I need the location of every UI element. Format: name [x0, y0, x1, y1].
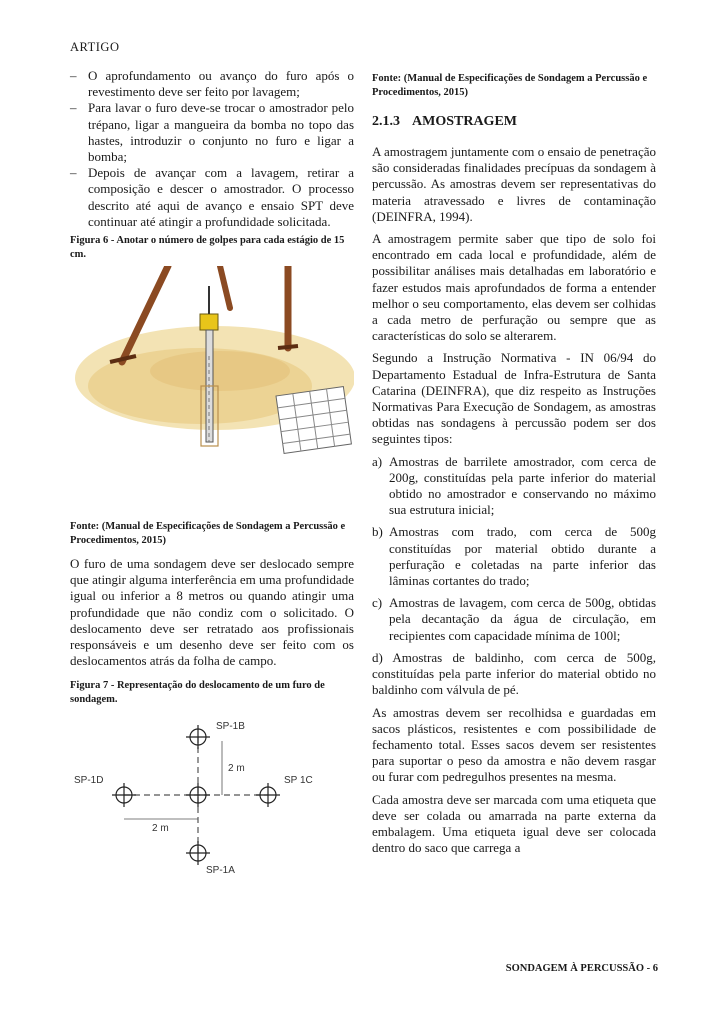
- body-paragraph: O furo de uma sondagem deve ser deslocado sempre que atingir alguma interferência em uma profundidade igual ou inferior a 8 metros ou quando atingir uma profundidade que não condiz com o solicitado. O deslocamento deve ser retratado aos profissionais responsáveis e um desenho deve ser feito com os deslocamentos atrás da folha de campo.: [70, 556, 354, 669]
- figure-6-caption: Figura 6 - Anotar o número de golpes para cada estágio de 15 cm.: [70, 235, 345, 261]
- figure-7-diagram: [70, 711, 354, 879]
- figure-7-caption: Figura 7 - Representação do deslocamento de um furo de sondagem.: [70, 680, 325, 706]
- borehole-label: SP-1D: [74, 775, 104, 787]
- list-item: d) Amostras de baldinho, com cerca de 500g, constituídas pela parte inferior do material obtido no baldinho com válvula de pé.: [372, 649, 656, 698]
- left-column: [70, 68, 354, 879]
- body-paragraph: A amostragem permite saber que tipo de solo foi encontrado em cada local e profundidade, além de possibilitar análises mais detalhadas em laboratório e fazer estudos mais aprofundados de forma a entender melhor o seu comportamento, elas devem ser colhidas a cada metro de perfuração ou sempre que as características do solo se alterarem.: [372, 231, 656, 344]
- distance-label-vertical: 2 m: [228, 763, 245, 775]
- figure-6-source: Fonte: (Manual de Especificações de Sondagem a Percussão e Procedimentos, 2015): [70, 521, 346, 547]
- list-item: b) Amostras com trado, com cerca de 500g constituídas por material obtido durante a perfuração e coletadas na parte inferior das lâminas cortantes do trado;: [372, 524, 656, 589]
- body-paragraph: Segundo a Instrução Normativa - IN 06/94 do Departamento Estadual de Infra-Estrutura de Santa Catarina (DEINFRA), que diz respeito as Instruções Normativas Para Execução de Sondagem, as amostras obtidas nas sondagens à percussão podem ser dos seguintes tipos:: [372, 350, 656, 447]
- list-item: a) Amostras de barrilete amostrador, com cerca de 200g, constituídas pela parte inferior do material obtido no amostrador e conservando no máximo sua estrutura inicial;: [372, 453, 656, 518]
- body-paragraph: A amostragem juntamente com o ensaio de penetração são consideradas finalidades precípuas da sondagem à percussão. As amostras devem ser representativas do materia atravessado e livres de contaminação (DEINFRA, 1994).: [372, 144, 656, 224]
- list-item: – O aprofundamento ou avanço do furo após o revestimento deve ser feito por lavagem;: [70, 68, 354, 100]
- section-title: AMOSTRAGEM: [412, 114, 517, 129]
- distance-label-horizontal: 2 m: [152, 823, 169, 835]
- running-header: ARTIGO: [70, 40, 120, 54]
- borehole-label: SP-1B: [216, 721, 245, 733]
- section-heading: [372, 114, 656, 130]
- page-footer: SONDAGEM À PERCUSSÃO - 6: [505, 963, 658, 974]
- list-item: c) Amostras de lavagem, com cerca de 500g, obtidas pela decantação da água de circulação, em recipientes com capacidade mínima de 100l;: [372, 595, 656, 643]
- right-column: [372, 68, 656, 862]
- figure-5-source: Fonte: (Manual de Especificações de Sondagem a Percussão e Procedimentos, 2015): [372, 73, 648, 98]
- borehole-label: SP-1A: [206, 865, 235, 877]
- list-item: – Depois de avançar com a lavagem, retirar a composição e descer o amostrador. O processo descrito até aqui de avanço e ensaio SPT deve continuar até atingir a profundidade solicitada.: [70, 165, 354, 229]
- procedure-list: [70, 68, 354, 230]
- figure-6-illustration: [70, 266, 354, 516]
- section-number: 2.1.3: [372, 114, 400, 129]
- body-paragraph: As amostras devem ser recolhidsa e guardadas em sacos plásticos, resistentes e com possibilidade de fechamento total. Esses sacos devem ser resistentes para suportar o peso da amostra e não devem rasgar ou furar com pedregulhos presentes na mesma.: [372, 704, 656, 785]
- borehole-label: SP 1C: [284, 775, 313, 787]
- sample-types-list: [372, 454, 656, 699]
- list-item: – Para lavar o furo deve-se trocar o amostrador pelo trépano, ligar a mangueira da bomba no topo das hastes, introduzir o conjunto no furo e ligar a bomba;: [70, 100, 354, 165]
- body-paragraph: Cada amostra deve ser marcada com uma etiqueta que deve ser colada ou amarrada na parte externa da embalagem. Uma etiqueta igual deve ser colocada dentro do saco que carrega a: [372, 791, 656, 856]
